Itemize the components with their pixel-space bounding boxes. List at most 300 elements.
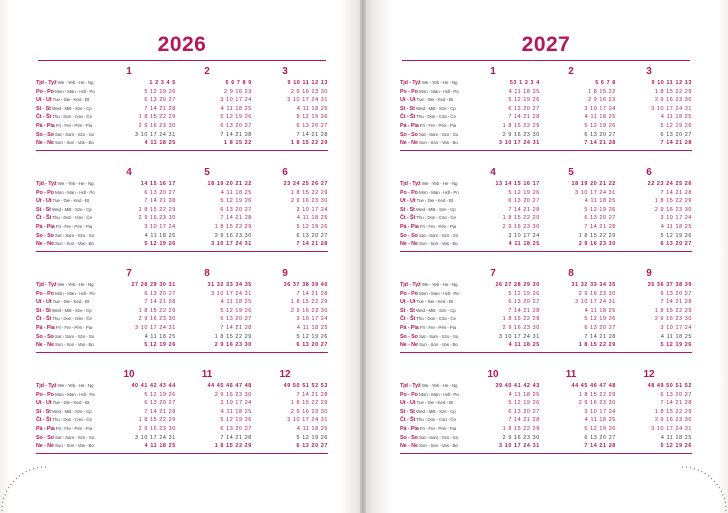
month-header-row (400, 268, 692, 281)
month-header-row (400, 167, 692, 180)
day-label-short: Tjd - Tyž (36, 181, 57, 187)
date-number-cell: 7 14 21 28 (144, 105, 176, 112)
day-label-long: Sat - Sam - Szo - So (417, 333, 459, 339)
date-number-cell: 1 8 15 22 29 (654, 198, 692, 205)
quarter-block (400, 66, 692, 151)
day-label-short: Čt - Št (400, 114, 416, 121)
date-number-cell: 4 11 18 25 (296, 324, 328, 331)
date-number-cell: 31 32 33 34 35 (207, 282, 252, 288)
date-number-cell: 5 12 19 26 (660, 232, 692, 239)
calendar-table (36, 382, 328, 451)
table-row (400, 223, 692, 232)
date-number-cell: 7 14 21 28 (660, 400, 692, 407)
day-row-label (400, 240, 464, 249)
day-row-label (36, 315, 100, 324)
date-number-cell: 26 27 28 29 30 (495, 282, 540, 288)
date-number-cell: 35 36 37 38 39 (647, 282, 692, 288)
date-number-cell: 2 9 16 23 30 (214, 342, 252, 349)
table-row (400, 113, 692, 122)
day-label-long: Tue - Die - Ked - Bt (51, 400, 89, 406)
date-number-cell: 4 11 18 25 (144, 140, 176, 147)
date-number-cell: 6 13 20 27 (660, 241, 692, 248)
date-number-cell: 5 12 19 26 (296, 434, 328, 441)
day-row-label (400, 79, 464, 88)
day-label-short: Ne - Ne (36, 443, 54, 450)
date-number-cell: 1 2 3 4 5 (149, 80, 176, 86)
date-number-cell: 7 14 21 28 (508, 206, 540, 213)
day-label-long: Fri - Fre - Pén - Pia (418, 122, 456, 128)
table-row (400, 79, 692, 88)
date-number-cell: 5 12 19 26 (584, 122, 616, 129)
day-label-long: Wed - Mitt - Sze - Cp (50, 408, 92, 414)
table-row (36, 206, 328, 215)
day-row-label (36, 391, 100, 400)
quarter-divider (36, 251, 328, 252)
day-label-long: Thu - Don - Csü - Če (51, 316, 92, 322)
table-row (36, 96, 328, 105)
date-number-cell: 4 11 18 25 (508, 241, 540, 248)
day-label-long: Thu - Don - Csü - Če (415, 417, 456, 423)
day-label-long: Mon - Man - Hdl - Po (417, 88, 459, 94)
day-row-label (400, 96, 464, 105)
day-label-long: Tue - Die - Ked - Bt (51, 299, 89, 305)
date-number-cell: 2 9 16 23 30 (654, 417, 692, 424)
date-number-cell: 7 14 21 28 (296, 241, 328, 248)
date-number-cell: 5 12 19 26 (584, 316, 616, 323)
table-row (400, 391, 692, 400)
month-number-label: 4 (490, 167, 496, 178)
date-number-cell: 5 12 19 26 (584, 425, 616, 432)
day-label-short: Po - Po (400, 290, 418, 297)
table-row (36, 408, 328, 417)
day-label-short: St - St (36, 105, 51, 112)
table-row (400, 290, 692, 299)
date-number-cell: 2 9 16 23 30 (290, 198, 328, 205)
date-number-cell: 1 8 15 22 29 (502, 122, 540, 129)
table-row (400, 139, 692, 148)
month-number-label: 7 (126, 268, 132, 279)
date-number-cell: 1 8 15 22 29 (138, 206, 176, 213)
date-number-cell: 3 10 17 24 31 (499, 140, 540, 147)
month-number-label: 12 (643, 369, 655, 380)
date-number-cell: 6 13 20 27 (296, 122, 328, 129)
day-row-label (400, 105, 464, 114)
day-label-long: Tue - Die - Ked - Bt (415, 97, 453, 103)
table-row (400, 240, 692, 249)
date-number-cell: 4 11 18 25 (220, 189, 252, 196)
day-label-short: Pá - Pia (36, 324, 55, 331)
date-number-cell: 6 13 20 27 (660, 131, 692, 138)
day-row-label (36, 113, 100, 122)
day-label-long: Tue - Die - Ked - Bt (415, 198, 453, 204)
day-row-label (400, 341, 464, 350)
day-label-long: Sun - Son - Vas - Bo (417, 140, 458, 146)
day-label-long: Wed - Mitt - Sze - Cp (414, 307, 456, 313)
date-number-cell: 3 10 17 24 (584, 105, 616, 112)
day-label-short: Po - Po (400, 391, 418, 398)
table-row (36, 88, 328, 97)
table-row (36, 434, 328, 443)
table-row (36, 214, 328, 223)
day-label-short: St - St (36, 307, 51, 314)
title-divider-right (402, 60, 690, 61)
date-number-cell: 7 14 21 28 (220, 434, 252, 441)
date-number-cell: 3 10 17 24 (660, 324, 692, 331)
date-number-cell: 2 9 16 23 (588, 97, 616, 104)
date-number-cell: 2 9 16 23 30 (654, 97, 692, 104)
month-number-label: 2 (568, 66, 574, 77)
table-row (400, 180, 692, 189)
date-number-cell: 2 9 16 23 30 (138, 215, 176, 222)
quarter-divider (400, 150, 692, 151)
day-row-label (400, 139, 464, 148)
date-number-cell: 6 13 20 27 (144, 189, 176, 196)
date-number-cell: 2 9 16 23 (224, 88, 252, 95)
day-label-short: Ut - Ut (36, 299, 52, 306)
day-row-label (400, 281, 464, 290)
day-row-label (36, 425, 100, 434)
table-row (400, 324, 692, 333)
date-number-cell: 5 12 19 26 (660, 443, 692, 450)
day-label-long: Mon - Man - Hdl - Po (53, 391, 95, 397)
date-number-cell: 3 10 17 24 31 (575, 189, 616, 196)
date-number-cell: 23 24 25 26 27 (283, 181, 328, 187)
day-row-label (400, 189, 464, 198)
day-row-label (400, 425, 464, 434)
day-label-long: Sat - Sam - Szo - So (417, 232, 459, 238)
table-row (36, 139, 328, 148)
date-number-cell: 6 13 20 27 (660, 391, 692, 398)
date-number-cell: 1 8 15 22 29 (214, 443, 252, 450)
day-label-short: Tjd - Tyž (400, 282, 421, 288)
quarter-block (36, 369, 328, 454)
date-number-cell: 1 8 15 22 29 (502, 316, 540, 323)
table-row (36, 232, 328, 241)
day-label-short: St - St (400, 307, 415, 314)
month-header-row (36, 66, 328, 79)
date-number-cell: 3 10 17 24 (508, 232, 540, 239)
day-row-label (400, 408, 464, 417)
day-label-short: Pá - Pia (36, 122, 55, 129)
day-label-long: Thu - Don - Csü - Če (415, 316, 456, 322)
date-number-cell: 1 8 15 22 29 (654, 88, 692, 95)
day-row-label (400, 122, 464, 131)
month-header-row (36, 167, 328, 180)
day-row-label (400, 232, 464, 241)
title-divider-left (38, 60, 326, 61)
table-row (36, 399, 328, 408)
calendar-table (400, 79, 692, 148)
quarter-divider (400, 352, 692, 353)
date-number-cell: 5 12 19 26 (296, 223, 328, 230)
day-label-long: Wed - Mitt - Sze - Cp (414, 206, 456, 212)
day-label-short: Tjd - Tyž (400, 383, 421, 389)
date-number-cell: 4 11 18 25 (220, 299, 252, 306)
day-row-label (36, 105, 100, 114)
date-number-cell: 3 10 17 24 31 (287, 417, 328, 424)
day-row-label (36, 96, 100, 105)
day-label-short: Ut - Ut (400, 299, 416, 306)
date-number-cell: 7 14 21 28 (144, 299, 176, 306)
date-number-cell: 5 12 19 26 (220, 417, 252, 424)
day-label-long: Wed - Mitt - Sze - Cp (50, 307, 92, 313)
date-number-cell: 1 8 15 22 29 (290, 400, 328, 407)
date-number-cell: 2 9 16 23 30 (138, 425, 176, 432)
day-label-short: Po - Po (400, 88, 418, 95)
day-label-long: Sun - Son - Vas - Bo (417, 342, 458, 348)
date-number-cell: 5 12 19 26 (296, 333, 328, 340)
day-label-short: Pá - Pia (400, 324, 419, 331)
day-row-label (36, 122, 100, 131)
month-number-label: 9 (646, 268, 652, 279)
day-label-short: Pá - Pia (36, 425, 55, 432)
date-number-cell: 2 9 16 23 30 (578, 241, 616, 248)
day-row-label (400, 382, 464, 391)
day-label-short: Po - Po (36, 290, 54, 297)
table-row (36, 391, 328, 400)
date-number-cell: 2 9 16 23 30 (654, 316, 692, 323)
day-row-label (36, 307, 100, 316)
day-row-label (400, 399, 464, 408)
date-number-cell: 3 10 17 24 31 (211, 241, 252, 248)
date-number-cell: 6 13 20 27 (220, 425, 252, 432)
day-label-long: We - Yeb - He - Ng (420, 383, 458, 388)
date-number-cell: 7 14 21 28 (296, 131, 328, 138)
day-label-short: Po - Po (36, 88, 54, 95)
day-row-label (36, 197, 100, 206)
date-number-cell: 2 9 16 23 30 (290, 307, 328, 314)
date-number-cell: 1 8 15 22 29 (138, 114, 176, 121)
date-number-cell: 4 11 18 25 (584, 198, 616, 205)
date-number-cell: 3 10 17 24 31 (651, 425, 692, 432)
table-row (400, 197, 692, 206)
table-row (400, 333, 692, 342)
table-row (36, 442, 328, 451)
date-number-cell: 5 12 19 26 (508, 400, 540, 407)
date-number-cell: 6 13 20 27 (584, 131, 616, 138)
date-number-cell: 49 50 51 52 53 (283, 383, 328, 389)
day-label-long: Thu - Don - Csü - Če (415, 114, 456, 120)
day-row-label (400, 197, 464, 206)
day-row-label (400, 223, 464, 232)
date-number-cell: 18 19 20 21 22 (571, 181, 616, 187)
day-row-label (36, 341, 100, 350)
day-row-label (400, 333, 464, 342)
date-number-cell: 2 9 16 23 30 (502, 434, 540, 441)
date-number-cell: 5 6 7 8 (595, 80, 616, 86)
date-number-cell: 22 23 24 25 26 (647, 181, 692, 187)
date-number-cell: 4 11 18 25 (144, 333, 176, 340)
table-row (36, 189, 328, 198)
table-row (400, 399, 692, 408)
day-label-long: Mon - Man - Hdl - Po (417, 290, 459, 296)
day-row-label (400, 434, 464, 443)
day-row-label (400, 298, 464, 307)
month-number-label: 10 (123, 369, 135, 380)
date-number-cell: 4 11 18 25 (220, 408, 252, 415)
calendar-table (36, 79, 328, 148)
day-label-long: Thu - Don - Csü - Če (51, 215, 92, 221)
month-number-label: 12 (279, 369, 291, 380)
date-number-cell: 1 8 15 22 29 (502, 215, 540, 222)
date-number-cell: 6 13 20 27 (144, 97, 176, 104)
day-row-label (400, 442, 464, 451)
page-title-year-right: 2027 (521, 33, 571, 56)
day-label-long: Sun - Son - Vas - Bo (53, 140, 94, 146)
date-number-cell: 4 11 18 25 (584, 417, 616, 424)
table-row (400, 382, 692, 391)
day-row-label (36, 88, 100, 97)
day-row-label (36, 434, 100, 443)
date-number-cell: 1 8 15 22 29 (654, 408, 692, 415)
day-label-long: Tue - Die - Ked - Bt (415, 299, 453, 305)
page-right (364, 0, 728, 513)
day-label-short: Ut - Ut (400, 400, 416, 407)
day-label-long: Tue - Die - Ked - Bt (51, 97, 89, 103)
day-label-long: We - Yeb - He - Ng (420, 80, 458, 85)
month-number-label: 11 (201, 369, 213, 380)
month-number-label: 8 (568, 268, 574, 279)
date-number-cell: 5 12 19 26 (144, 241, 176, 248)
date-number-cell: 1 8 15 22 29 (290, 189, 328, 196)
day-label-long: Fri - Fre - Pén - Pia (54, 223, 92, 229)
table-row (36, 315, 328, 324)
date-number-cell: 3 10 17 24 31 (287, 97, 328, 104)
date-number-cell: 1 8 15 22 29 (290, 299, 328, 306)
date-number-cell: 4 11 18 25 (296, 215, 328, 222)
date-number-cell: 1 8 15 22 29 (290, 140, 328, 147)
table-row (36, 416, 328, 425)
date-number-cell: 36 37 38 39 40 (283, 282, 328, 288)
month-number-label: 1 (490, 66, 496, 77)
table-row (36, 298, 328, 307)
day-label-short: So - So (400, 434, 418, 441)
month-number-label: 10 (487, 369, 499, 380)
date-number-cell: 44 45 46 47 48 (207, 383, 252, 389)
table-row (400, 105, 692, 114)
date-number-cell: 31 32 33 34 35 (571, 282, 616, 288)
date-number-cell: 6 13 20 27 (508, 105, 540, 112)
quarter-block (36, 268, 328, 353)
table-row (36, 290, 328, 299)
day-label-short: Ut - Ut (36, 400, 52, 407)
day-row-label (36, 139, 100, 148)
date-number-cell: 48 49 50 51 52 (647, 383, 692, 389)
day-label-long: Sat - Sam - Szo - So (53, 333, 95, 339)
date-number-cell: 5 12 19 26 (220, 114, 252, 121)
day-label-long: Mon - Man - Hdl - Po (53, 88, 95, 94)
date-number-cell: 3 10 17 24 31 (651, 105, 692, 112)
day-label-short: So - So (36, 131, 54, 138)
date-number-cell: 2 9 16 23 30 (290, 408, 328, 415)
date-number-cell: 2 9 16 23 30 (578, 400, 616, 407)
quarter-divider (400, 453, 692, 454)
date-number-cell: 3 10 17 24 31 (135, 131, 176, 138)
day-label-long: Fri - Fre - Pén - Pia (418, 324, 456, 330)
table-row (400, 416, 692, 425)
date-number-cell: 5 12 19 26 (144, 342, 176, 349)
date-number-cell: 4 11 18 25 (144, 232, 176, 239)
day-label-long: Wed - Mitt - Sze - Cp (414, 408, 456, 414)
date-number-cell: 6 13 20 27 (296, 232, 328, 239)
table-row (36, 324, 328, 333)
month-number-label: 11 (565, 369, 577, 380)
day-label-long: Fri - Fre - Pén - Pia (54, 324, 92, 330)
date-number-cell: 7 14 21 28 (584, 333, 616, 340)
month-number-label: 4 (126, 167, 132, 178)
date-number-cell: 2 9 16 23 30 (578, 290, 616, 297)
day-label-short: So - So (36, 333, 54, 340)
date-number-cell: 5 12 19 26 (660, 342, 692, 349)
date-number-cell: 18 19 20 21 22 (207, 181, 252, 187)
date-number-cell: 9 10 11 12 13 (651, 80, 692, 86)
date-number-cell: 4 11 18 25 (508, 88, 540, 95)
quarter-block (36, 66, 328, 151)
date-number-cell: 2 9 16 23 30 (138, 316, 176, 323)
day-label-short: Tjd - Tyž (400, 80, 421, 86)
date-number-cell: 5 12 19 26 (296, 114, 328, 121)
day-label-long: Sat - Sam - Szo - So (53, 232, 95, 238)
day-label-long: Sun - Son - Vas - Bo (417, 241, 458, 247)
date-number-cell: 1 8 15 22 29 (578, 342, 616, 349)
day-label-short: St - St (400, 408, 415, 415)
month-number-label: 7 (490, 268, 496, 279)
month-number-label: 6 (282, 167, 288, 178)
day-row-label (400, 307, 464, 316)
date-number-cell: 53 1 2 3 4 (509, 80, 540, 86)
date-number-cell: 3 10 17 24 (296, 206, 328, 213)
day-label-short: Po - Po (400, 189, 418, 196)
day-label-short: Čt - Št (36, 316, 52, 323)
day-label-short: Pá - Pia (36, 223, 55, 230)
date-number-cell: 3 10 17 24 31 (135, 324, 176, 331)
page-corner-decoration-right (668, 465, 728, 513)
date-number-cell: 14 15 16 17 (140, 181, 176, 187)
date-number-cell: 7 14 21 28 (220, 131, 252, 138)
day-label-long: We - Yeb - He - Ng (56, 181, 94, 186)
date-number-cell: 1 8 15 22 (588, 88, 616, 95)
table-row (36, 333, 328, 342)
date-number-cell: 1 8 15 22 29 (138, 307, 176, 314)
day-label-short: Čt - Št (36, 114, 52, 121)
day-row-label (36, 382, 100, 391)
date-number-cell: 6 13 20 27 (508, 408, 540, 415)
date-number-cell: 2 9 16 23 30 (502, 324, 540, 331)
day-label-long: We - Yeb - He - Ng (420, 181, 458, 186)
table-row (36, 240, 328, 249)
date-number-cell: 4 11 18 25 (144, 443, 176, 450)
day-row-label (400, 88, 464, 97)
day-label-short: Tjd - Tyž (36, 383, 57, 389)
day-label-long: Sun - Son - Vas - Bo (53, 241, 94, 247)
quarter-divider (36, 453, 328, 454)
month-header-row (400, 66, 692, 79)
day-label-long: Mon - Man - Hdl - Po (53, 290, 95, 296)
month-header-row (36, 369, 328, 382)
date-number-cell: 7 14 21 28 (144, 408, 176, 415)
date-number-cell: 7 14 21 28 (660, 299, 692, 306)
date-number-cell: 6 13 20 27 (220, 122, 252, 129)
date-number-cell: 5 12 19 26 (144, 391, 176, 398)
table-row (36, 425, 328, 434)
day-label-long: Mon - Man - Hdl - Po (417, 189, 459, 195)
day-label-short: So - So (400, 333, 418, 340)
date-number-cell: 7 14 21 28 (508, 417, 540, 424)
day-label-short: Pá - Pia (400, 425, 419, 432)
date-number-cell: 4 11 18 25 (584, 307, 616, 314)
table-row (36, 341, 328, 350)
day-row-label (36, 399, 100, 408)
